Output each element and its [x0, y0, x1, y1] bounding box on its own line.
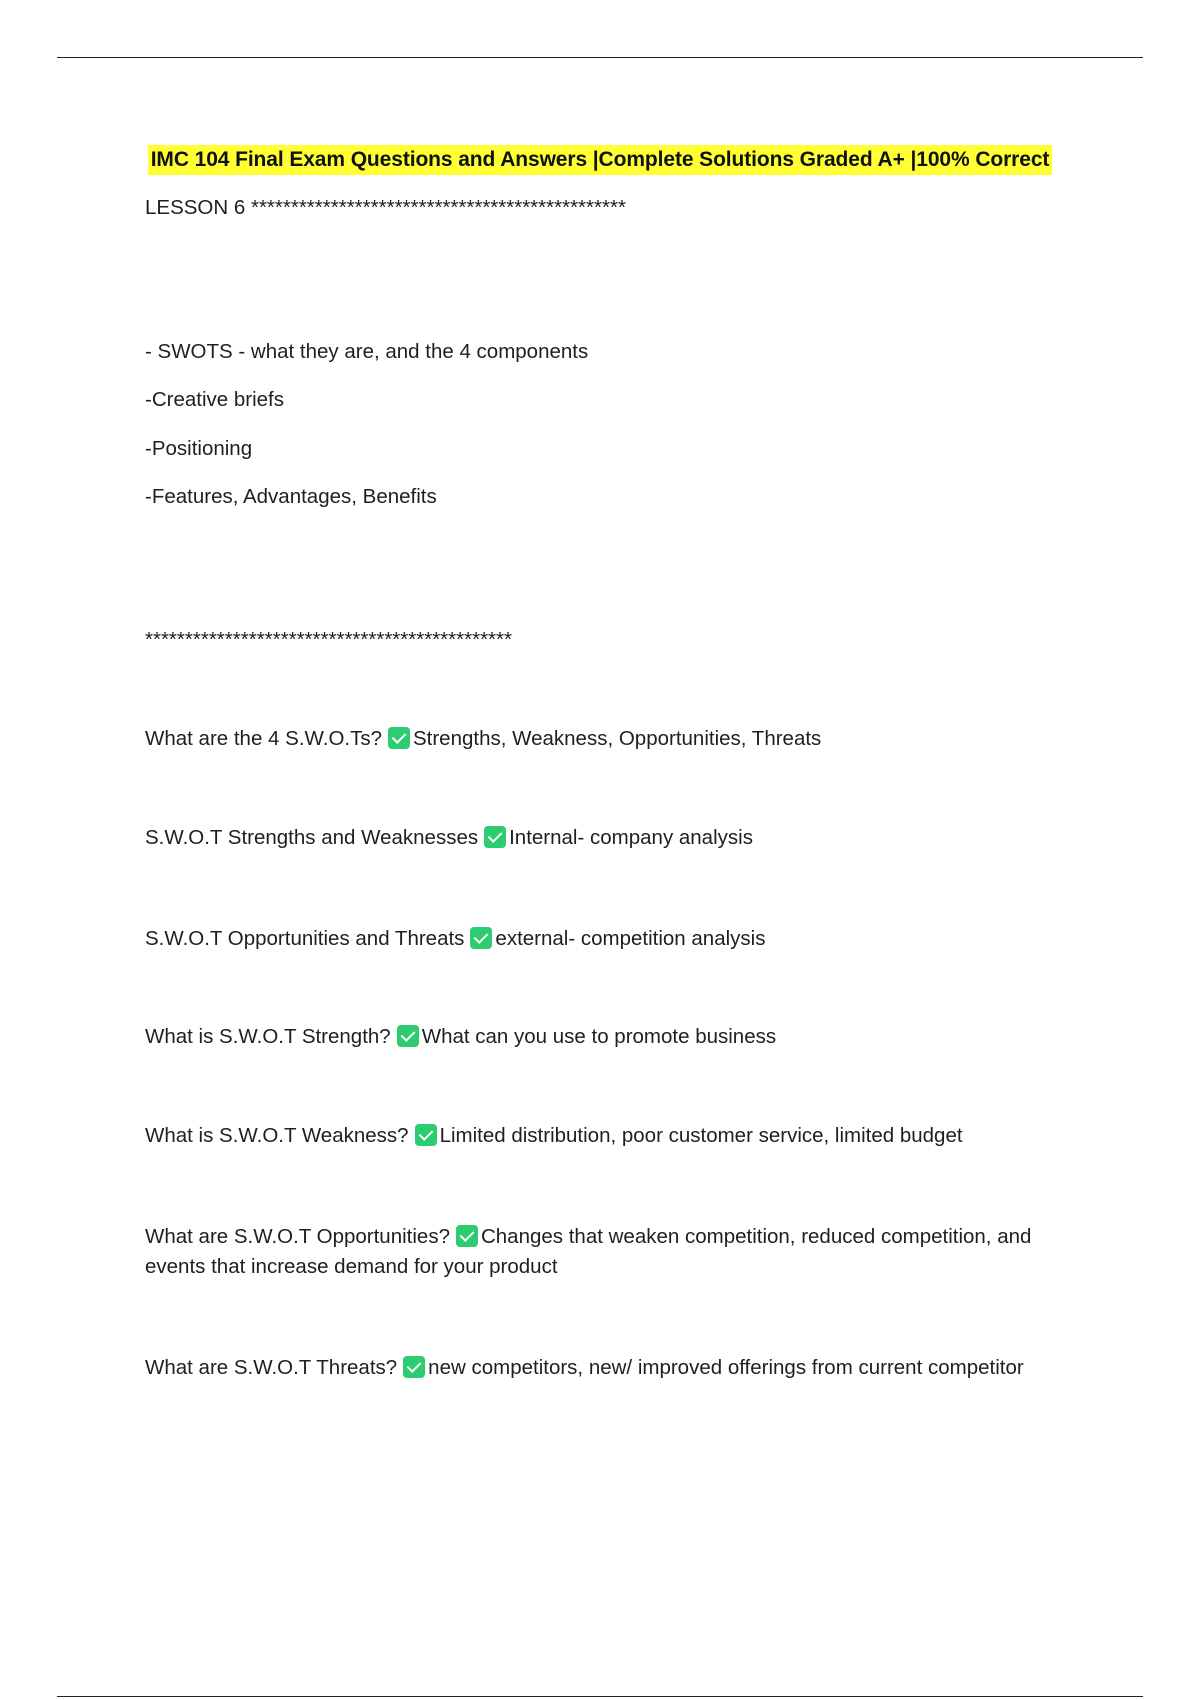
check-icon: [403, 1356, 425, 1378]
qa-item: [145, 1022, 776, 1052]
qa-item: [145, 823, 753, 853]
bottom-rule: [57, 1696, 1143, 1697]
lesson-heading: LESSON 6 ***********************************************: [145, 196, 626, 219]
check-icon: [397, 1025, 419, 1047]
question-text: S.W.O.T Strengths and Weaknesses: [145, 826, 479, 849]
qa-item: [145, 1222, 1085, 1282]
check-icon: [456, 1225, 478, 1247]
answer-text: external- competition analysis: [495, 927, 766, 950]
topic-item: -Creative briefs: [145, 388, 284, 411]
topic-item: -Positioning: [145, 437, 253, 460]
qa-item: [145, 1121, 963, 1151]
qa-item: [145, 1353, 1085, 1383]
question-text: What are S.W.O.T Threats?: [145, 1356, 398, 1379]
check-icon: [415, 1124, 437, 1146]
top-rule: [57, 57, 1143, 58]
check-icon: [470, 927, 492, 949]
answer-text: Internal- company analysis: [509, 826, 753, 849]
answer-text: What can you use to promote business: [421, 1025, 777, 1048]
question-text: What is S.W.O.T Weakness?: [145, 1124, 409, 1147]
question-text: What is S.W.O.T Strength?: [145, 1025, 391, 1048]
check-icon: [484, 826, 506, 848]
title-block: [0, 145, 1200, 175]
check-icon: [388, 727, 410, 749]
divider-line: **********************************************: [145, 628, 512, 651]
topic-item: - SWOTS - what they are, and the 4 components: [145, 340, 589, 363]
answer-text: Changes that weaken competition, reduced competition, and events that increase demand for your product: [145, 1225, 1032, 1278]
answer-text: Strengths, Weakness, Opportunities, Threats: [412, 727, 822, 750]
document-title: IMC 104 Final Exam Questions and Answers |Complete Solutions Graded A+ |100% Correct: [148, 145, 1053, 175]
answer-text: new competitors, new/ improved offerings from current competitor: [428, 1356, 1024, 1379]
qa-item: [145, 724, 821, 754]
qa-item: [145, 924, 765, 954]
question-text: What are the 4 S.W.O.Ts?: [145, 727, 382, 750]
answer-text: Limited distribution, poor customer service, limited budget: [439, 1124, 963, 1147]
question-text: S.W.O.T Opportunities and Threats: [145, 927, 465, 950]
question-text: What are S.W.O.T Opportunities?: [145, 1225, 450, 1248]
topic-item: -Features, Advantages, Benefits: [145, 485, 437, 508]
